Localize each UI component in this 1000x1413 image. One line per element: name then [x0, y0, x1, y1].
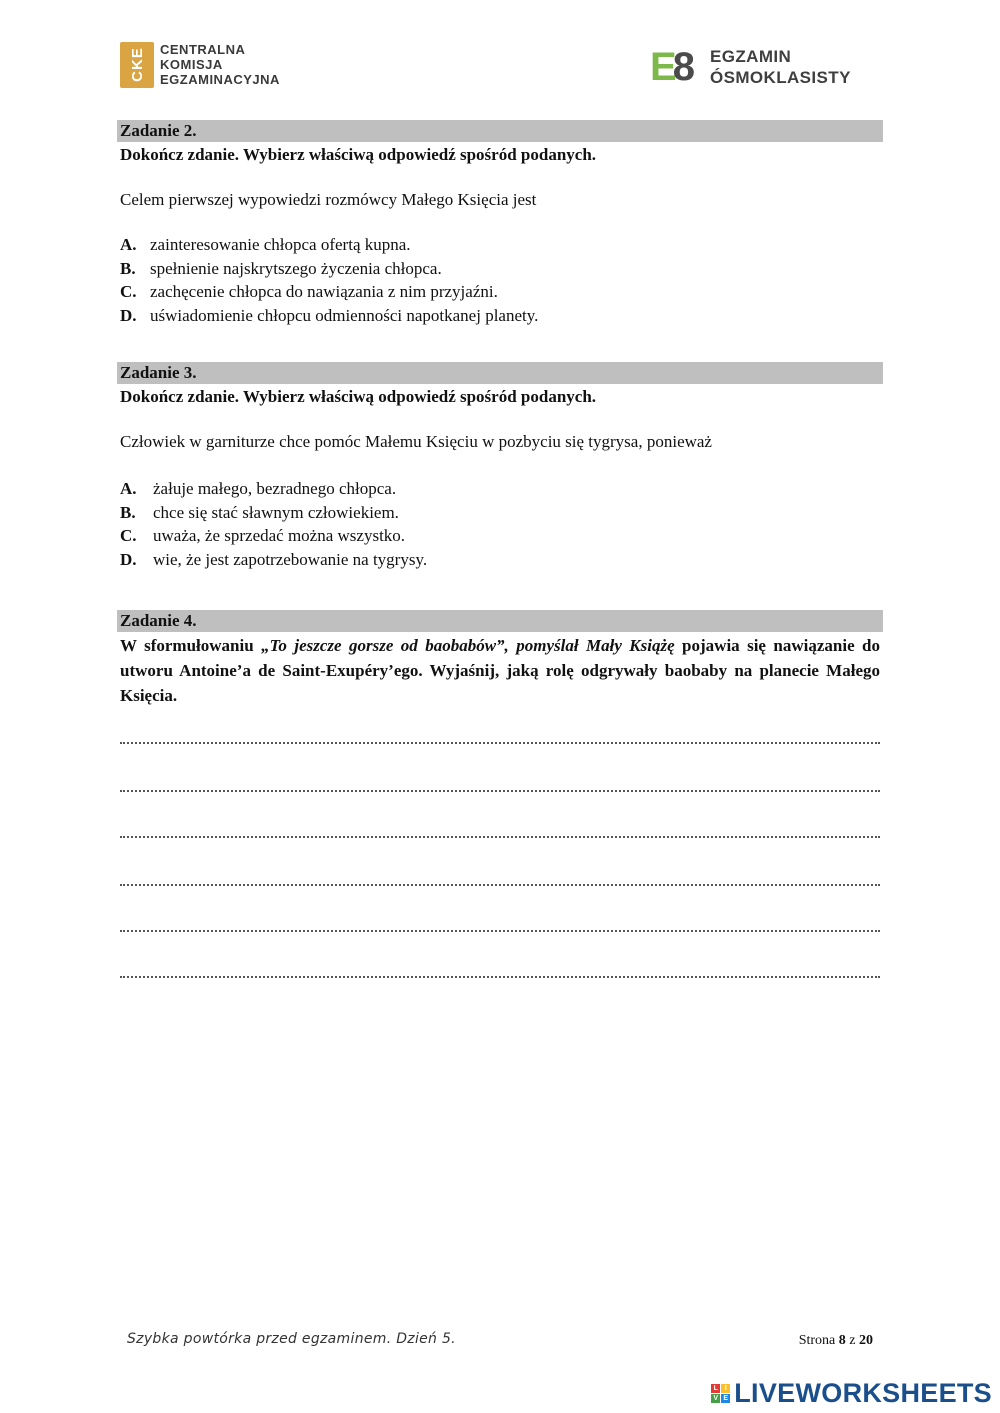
answer-line[interactable]: [120, 788, 880, 792]
task3-option-b[interactable]: B. chce się stać sławnym człowiekiem.: [120, 502, 399, 522]
answer-line[interactable]: [120, 882, 880, 886]
e8-logo-mark: E8: [650, 45, 691, 89]
task3-title: Zadanie 3.: [120, 363, 197, 382]
task3-option-d[interactable]: D. wie, że jest zapotrzebowanie na tygrysy.: [120, 549, 428, 569]
task2-title: Zadanie 2.: [120, 121, 197, 140]
answer-line[interactable]: [120, 834, 880, 838]
liveworksheets-watermark: [711, 1377, 992, 1408]
page-number: Strona 8 z 20: [798, 1333, 873, 1348]
task2-instruction: Dokończ zdanie. Wybierz właściwą odpowiedź spośród podanych.: [120, 145, 597, 164]
e8-logo: [650, 46, 880, 92]
task3-stem: Człowiek w garniturze chce pomóc Małemu Księciu w pozbyciu się tygrysa, ponieważ: [120, 432, 712, 451]
liveworksheets-text: LIVEWORKSHEETS: [734, 1377, 992, 1408]
task2-option-b[interactable]: B. spełnienie najskrytszego życzenia chłopca.: [120, 258, 442, 278]
task2-options: [120, 233, 882, 327]
task4-title: Zadanie 4.: [120, 611, 197, 630]
cke-logo-mark: CKE: [120, 42, 154, 88]
footer-note: Szybka powtórka przed egzaminem. Dzień 5.: [127, 1331, 456, 1347]
cke-logo-text: CENTRALNA KOMISJA EGZAMINACYJNA: [160, 42, 280, 87]
task4-prompt: W sformułowaniu „To jeszcze gorsze od baobabów”, pomyślał Mały Książę pojawia się nawiązanie do utworu Antoine’a de Saint-Exupéry’ego. Wyjaśnij, jaką rolę odgrywały baobaby na planecie Małego Księcia.: [120, 636, 880, 705]
liveworksheets-badge-icon: L I V E: [711, 1384, 730, 1403]
task3-header-bar: [117, 362, 883, 384]
task4-header-bar: [117, 610, 883, 632]
task3-options: [120, 477, 882, 571]
answer-line[interactable]: [120, 740, 880, 744]
cke-logo: [120, 42, 300, 90]
task2-option-c[interactable]: C. zachęcenie chłopca do nawiązania z nim przyjaźni.: [120, 282, 498, 301]
task4-quote: „To jeszcze gorsze od baobabów”, pomyślał Mały Książę: [261, 636, 675, 655]
answer-line[interactable]: [120, 974, 880, 978]
task2-option-a[interactable]: A. zainteresowanie chłopca ofertą kupna.: [120, 235, 411, 254]
task3-option-c[interactable]: C. uważa, że sprzedać można wszystko.: [120, 526, 406, 545]
e8-logo-text: EGZAMIN ÓSMOKLASISTY: [710, 47, 851, 87]
task3-instruction: Dokończ zdanie. Wybierz właściwą odpowiedź spośród podanych.: [120, 387, 597, 406]
answer-line[interactable]: [120, 928, 880, 932]
task3-option-a[interactable]: A. żałuje małego, bezradnego chłopca.: [120, 479, 397, 498]
task2-option-d[interactable]: D. uświadomienie chłopcu odmienności napotkanej planety.: [120, 305, 539, 325]
task2-stem: Celem pierwszej wypowiedzi rozmówcy Małego Księcia jest: [120, 190, 537, 209]
task2-header-bar: [117, 120, 883, 142]
